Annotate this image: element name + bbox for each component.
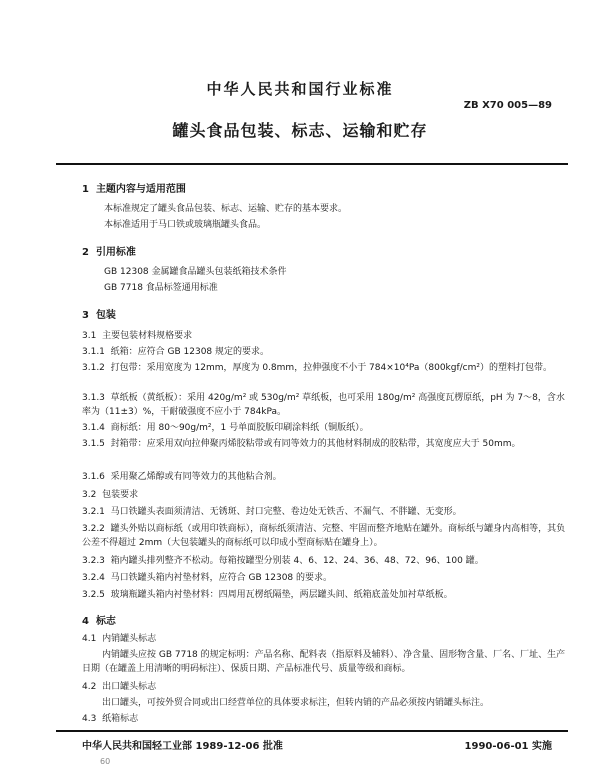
standard-type: 中华人民共和国行业标准 bbox=[206, 80, 394, 98]
section-1-heading: 1 主题内容与适用范围 bbox=[82, 184, 186, 195]
clause-4-2: 4.2 出口罐头标志 bbox=[82, 682, 157, 692]
clause-3-1-2: 3.1.2 打包带：采用宽度为 12mm，厚度为 0.8mm，拉伸强度不小于 784×10⁴Pa（800kgf/cm²）的塑料打包带。 bbox=[82, 363, 553, 373]
section-3-heading: 3 包装 bbox=[82, 310, 116, 321]
approval-line: 中华人民共和国轻工业部 1989-12-06 批准 bbox=[82, 741, 283, 752]
s1-line-1: 本标准规定了罐头食品包装、标志、运输、贮存的基本要求。 bbox=[104, 204, 348, 214]
clause-3-2-5: 3.2.5 玻璃瓶罐头箱内衬垫材料：四周用瓦楞纸隔垫，两层罐头间、纸箱底盖处加衬草纸板。 bbox=[82, 590, 453, 600]
effective-date: 1990-06-01 实施 bbox=[464, 741, 552, 752]
standard-code: ZB X70 005—89 bbox=[463, 100, 552, 111]
clause-4-2-body: 出口罐头，可按外贸合同或出口经营单位的具体要求标注，但转内销的产品必须按内销罐头标注。 bbox=[102, 698, 490, 708]
clause-3-1-6: 3.1.6 采用聚乙烯醇或有同等效力的其他粘合剂。 bbox=[82, 472, 282, 482]
document-title: 罐头食品包装、标志、运输和贮存 bbox=[172, 121, 428, 140]
top-rule bbox=[56, 163, 568, 165]
clause-4-1: 4.1 内销罐头标志 bbox=[82, 634, 157, 644]
clause-3-1-5: 3.1.5 封箱带：应采用双向拉伸聚丙烯胶粘带或有同等效力的其他材料制成的胶粘带，其宽度应大于 50mm。 bbox=[82, 439, 521, 449]
s1-line-2: 本标准适用于马口铁或玻璃瓶罐头食品。 bbox=[104, 220, 267, 230]
clause-3-2-2: 3.2.2 罐头外贴以商标纸（或用印铁商标），商标纸须清洁、完整、牢固而整齐地贴在罐外。商标纸与罐身内高相等，其负公差不得超过 2mm（大包装罐头的商标纸可以印成小型商标贴在罐身上）。 bbox=[82, 524, 566, 548]
clause-3-1: 3.1 主要包装材料规格要求 bbox=[82, 331, 193, 341]
clause-3-1-4: 3.1.4 商标纸：用 80～90g/m²，1 号单面胶版印刷涂料纸（铜版纸）。 bbox=[82, 423, 369, 433]
clause-3-2-1: 3.2.1 马口铁罐头表面须清洁、无锈斑、封口完整、卷边处无铁舌、不漏气、不胖罐、无变形。 bbox=[82, 507, 462, 517]
clause-4-3: 4.3 纸箱标志 bbox=[82, 714, 139, 724]
s2-ref-2: GB 7718 食品标签通用标准 bbox=[104, 283, 218, 293]
clause-3-2-3: 3.2.3 箱内罐头排列整齐不松动。每箱按罐型分别装 4、6、12、24、36、48、72、96、100 罐。 bbox=[82, 556, 484, 566]
clause-3-2-4: 3.2.4 马口铁罐头箱内衬垫材料，应符合 GB 12308 的要求。 bbox=[82, 573, 333, 583]
section-4-heading: 4 标志 bbox=[82, 616, 116, 627]
section-2-heading: 2 引用标准 bbox=[82, 247, 136, 258]
clause-3-1-1: 3.1.1 纸箱：应符合 GB 12308 规定的要求。 bbox=[82, 347, 270, 357]
clause-4-1-body: 内销罐头应按 GB 7718 的规定标明：产品名称、配料表（指原料及辅料）、净含量、固形物含量、厂名、厂址、生产日期（在罐盖上用清晰的明码标注）、保质日期、产品标准代号、质量等级和商标。 bbox=[82, 650, 566, 674]
clause-3-2: 3.2 包装要求 bbox=[82, 490, 139, 500]
bottom-rule bbox=[56, 730, 568, 732]
s2-ref-1: GB 12308 金属罐食品罐头包装纸箱技术条件 bbox=[104, 267, 287, 277]
page-number: 60 bbox=[100, 757, 111, 766]
clause-3-1-3: 3.1.3 草纸板（黄纸板）：采用 420g/m² 或 530g/m² 草纸板，也可采用 180g/m² 高强度瓦楞原纸，pH 为 7～8，含水率为（11±3）%，干耐破强度不应小于 784kPa。 bbox=[82, 393, 565, 417]
